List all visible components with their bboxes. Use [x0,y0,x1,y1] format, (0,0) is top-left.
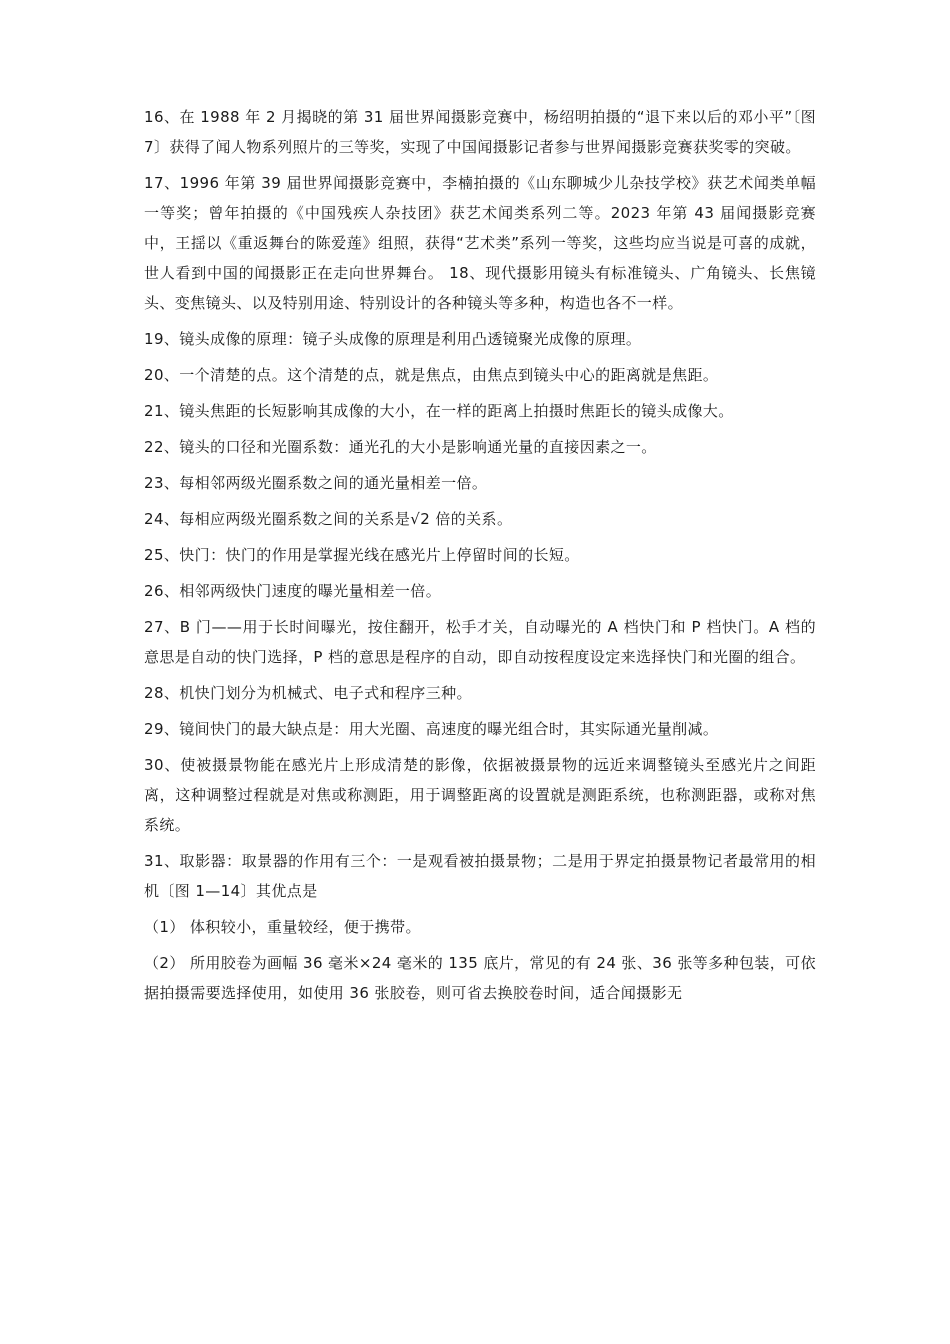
paragraph-26: 26、相邻两级快门速度的曝光量相差一倍。 [144,582,442,600]
paragraph-29: 29、镜间快门的最大缺点是：用大光圈、高速度的曝光组合时，其实际通光量削减。 [144,720,719,738]
paragraph-17: 17、1996 年第 39 届世界闻摄影竞赛中，李楠拍摄的《山东聊城少儿杂技学校》获艺术闻类单幅一等奖；曾年拍摄的《中国残疾人杂技团》获艺术闻类系列二等。2023 年第 43 届闻摄影竞赛中，王揺以《重返舞台的陈爱莲》组照，获得“艺术类”系列一等奖，这些均应当说是可喜的成就，世人看到中国的闻摄影正在走向世界舞台。 18、现代摄影用镜头有标准镜头、广角镜头、长焦镜头、变焦镜头、以及特别用途、特别设计的各种镜头等多种，构造也各不一样。 [144,174,816,312]
paragraph-20: 20、一个清楚的点。这个清楚的点，就是焦点，由焦点到镜头中心的距离就是焦距。 [144,366,719,384]
list-item-2: （2） 所用胶卷为画幅 36 毫米×24 毫米的 135 底片，常见的有 24 张、36 张等多种包装，可依据拍摄需要选择使用，如使用 36 张胶卷，则可省去换胶卷时间，适合闻摄影无 [144,954,816,1002]
list-item-1: （1） 体积较小，重量较经，便于携带。 [144,918,421,936]
document-body [144,102,816,1014]
paragraph-19: 19、镜头成像的原理：镜子头成像的原理是利用凸透镜聚光成像的原理。 [144,330,642,348]
paragraph-27: 27、B 门——用于长时间曝光，按住翻开，松手才关，自动曝光的 A 档快门和 P 档快门。A 档的意思是自动的快门选择，P 档的意思是程序的自动，即自动按程度设定来选择快门和光圈的组合。 [144,618,816,666]
paragraph-24: 24、每相应两级光圈系数之间的关系是√2 倍的关系。 [144,510,513,528]
paragraph-23: 23、每相邻两级光圈系数之间的通光量相差一倍。 [144,474,488,492]
paragraph-22: 22、镜头的口径和光圈系数：通光孔的大小是影响通光量的直接因素之一。 [144,438,657,456]
paragraph-28: 28、机快门划分为机械式、电子式和程序三种。 [144,684,472,702]
paragraph-30: 30、使被摄景物能在感光片上形成清楚的影像，依据被摄景物的远近来调整镜头至感光片之间距离，这种调整过程就是对焦或称测距，用于调整距离的设置就是测距系统，也称测距器，或称对焦系统。 [144,756,816,834]
paragraph-31: 31、取影器：取景器的作用有三个：一是观看被拍摄景物；二是用于界定拍摄景物记者最常用的相机〔图 1—14〕其优点是 [144,852,816,900]
paragraph-21: 21、镜头焦距的长短影响其成像的大小，在一样的距离上拍摄时焦距长的镜头成像大。 [144,402,734,420]
paragraph-16: 16、在 1988 年 2 月揭晓的第 31 届世界闻摄影竞赛中，杨绍明拍摄的“退下来以后的邓小平”〔图 7〕获得了闻人物系列照片的三等奖，实现了中国闻摄影记者参与世界闻摄影竞赛获奖零的突破。 [144,108,816,156]
paragraph-25: 25、快门：快门的作用是掌握光线在感光片上停留时间的长短。 [144,546,580,564]
